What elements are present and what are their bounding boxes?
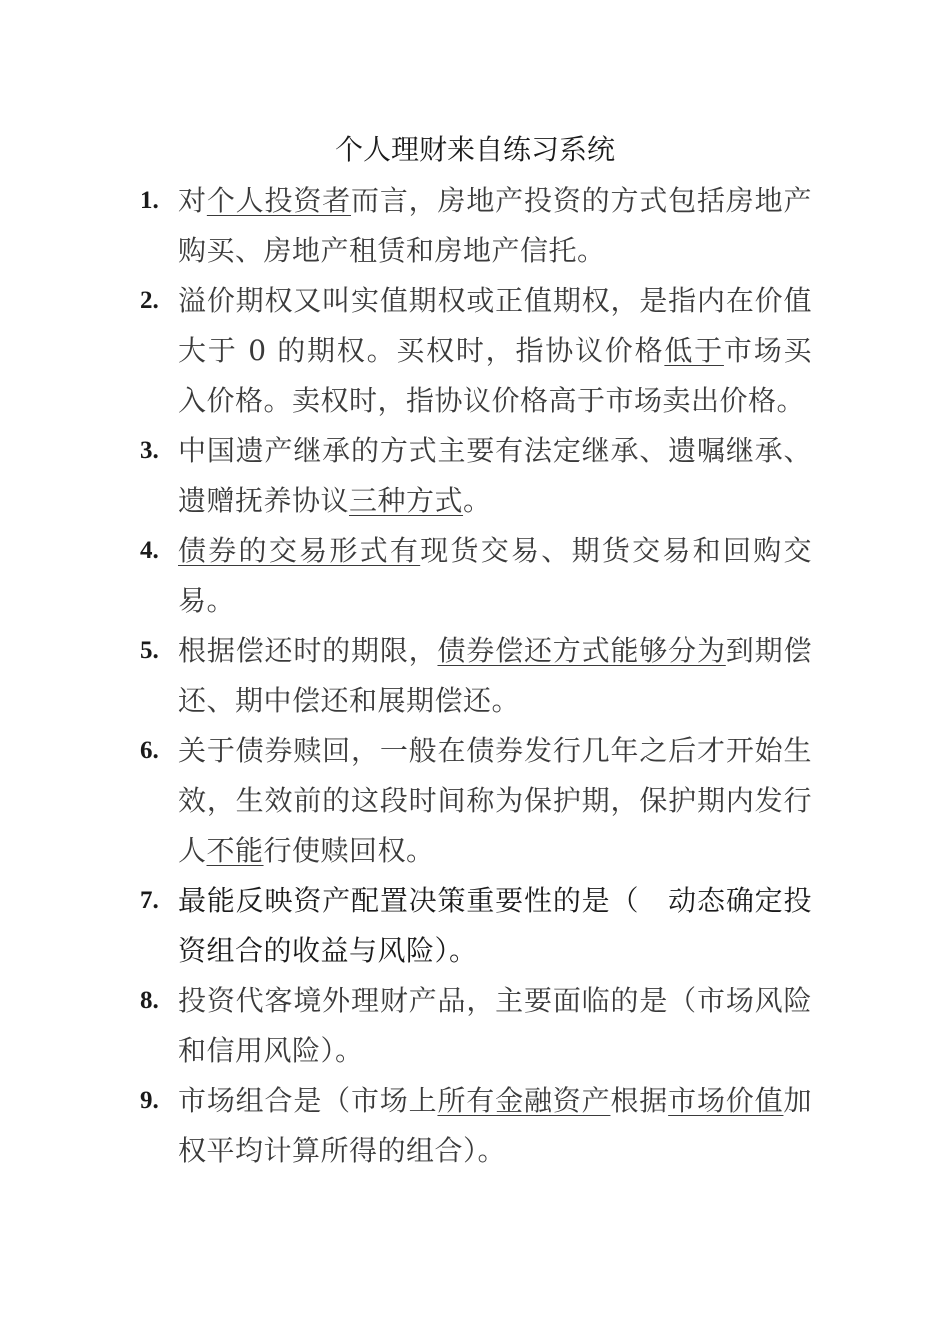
text-segment: 市场买入价格。卖权时，指协议价格高于市场卖出价格。 [178, 334, 812, 417]
item-text [178, 1076, 812, 1176]
text-segment: 中国遗产继承的方式主要有法定继承、遗嘱继承、遗赠抚养协议 [178, 434, 812, 517]
underlined-answer: 个人投资者 [206, 184, 351, 217]
item-text [178, 426, 812, 526]
list-item [140, 426, 812, 526]
list-item [140, 526, 812, 626]
text-segment: 溢价期权又叫实值期权或正值期权，是指内在价值大于 0 的期权。买权时，指协议价格 [178, 284, 812, 367]
text-segment: 投资代客境外理财产品，主要面临的是（市场风险和信用风险）。 [178, 984, 812, 1067]
item-text [178, 276, 812, 426]
list-item [140, 726, 812, 876]
item-number: 7. [140, 887, 159, 914]
text-segment: 最能反映资产配置决策重要性的是（ 动态确定投资组合的收益与风险）。 [178, 884, 812, 967]
list-item [140, 876, 812, 976]
item-number: 5. [140, 637, 159, 664]
text-segment: 现货交易、期货交易和回购交易。 [178, 534, 812, 617]
underlined-answer: 不能 [206, 834, 264, 867]
item-number: 2. [140, 287, 159, 314]
text-segment: 。 [463, 484, 492, 517]
list-item [140, 626, 812, 726]
underlined-answer: 三种方式 [349, 484, 464, 517]
list-item [140, 976, 812, 1076]
question-list [140, 176, 812, 1176]
text-segment: 加权平均计算所得的组合）。 [178, 1084, 812, 1167]
document-title: 个人理财来自练习系统 [334, 133, 615, 166]
list-item [140, 276, 812, 426]
item-number: 4. [140, 537, 159, 564]
list-item [140, 1076, 812, 1176]
item-text [178, 726, 812, 876]
text-segment: 对 [178, 184, 207, 217]
text-segment: 行使赎回权。 [263, 834, 435, 867]
underlined-answer: 市场价值 [668, 1084, 784, 1117]
text-segment: 根据偿还时的期限， [178, 634, 438, 667]
item-number: 9. [140, 1087, 159, 1114]
text-segment: 根据 [610, 1084, 669, 1117]
underlined-answer: 债券的交易形式有 [178, 534, 421, 567]
underlined-answer: 所有金融资产 [437, 1084, 611, 1117]
list-item [140, 176, 812, 276]
text-segment: 到期偿还、期中偿还和展期偿还。 [178, 634, 812, 717]
item-number: 3. [140, 437, 159, 464]
item-text [178, 526, 812, 626]
underlined-answer: 低于 [664, 334, 724, 367]
text-segment: 而言，房地产投资的方式包括房地产购买、房地产租赁和房地产信托。 [178, 184, 812, 267]
item-number: 6. [140, 737, 159, 764]
underlined-answer: 债券偿还方式能够分为 [437, 634, 726, 667]
item-text [178, 626, 812, 726]
item-number: 1. [140, 187, 159, 214]
item-number: 8. [140, 987, 159, 1014]
text-segment: 市场组合是（市场上 [178, 1084, 438, 1117]
item-text [178, 176, 812, 276]
text-segment: 关于债券赎回，一般在债券发行几年之后才开始生效，生效前的这段时间称为保护期，保护期内发行人 [178, 734, 812, 867]
item-text [178, 876, 812, 976]
item-text [178, 976, 812, 1076]
